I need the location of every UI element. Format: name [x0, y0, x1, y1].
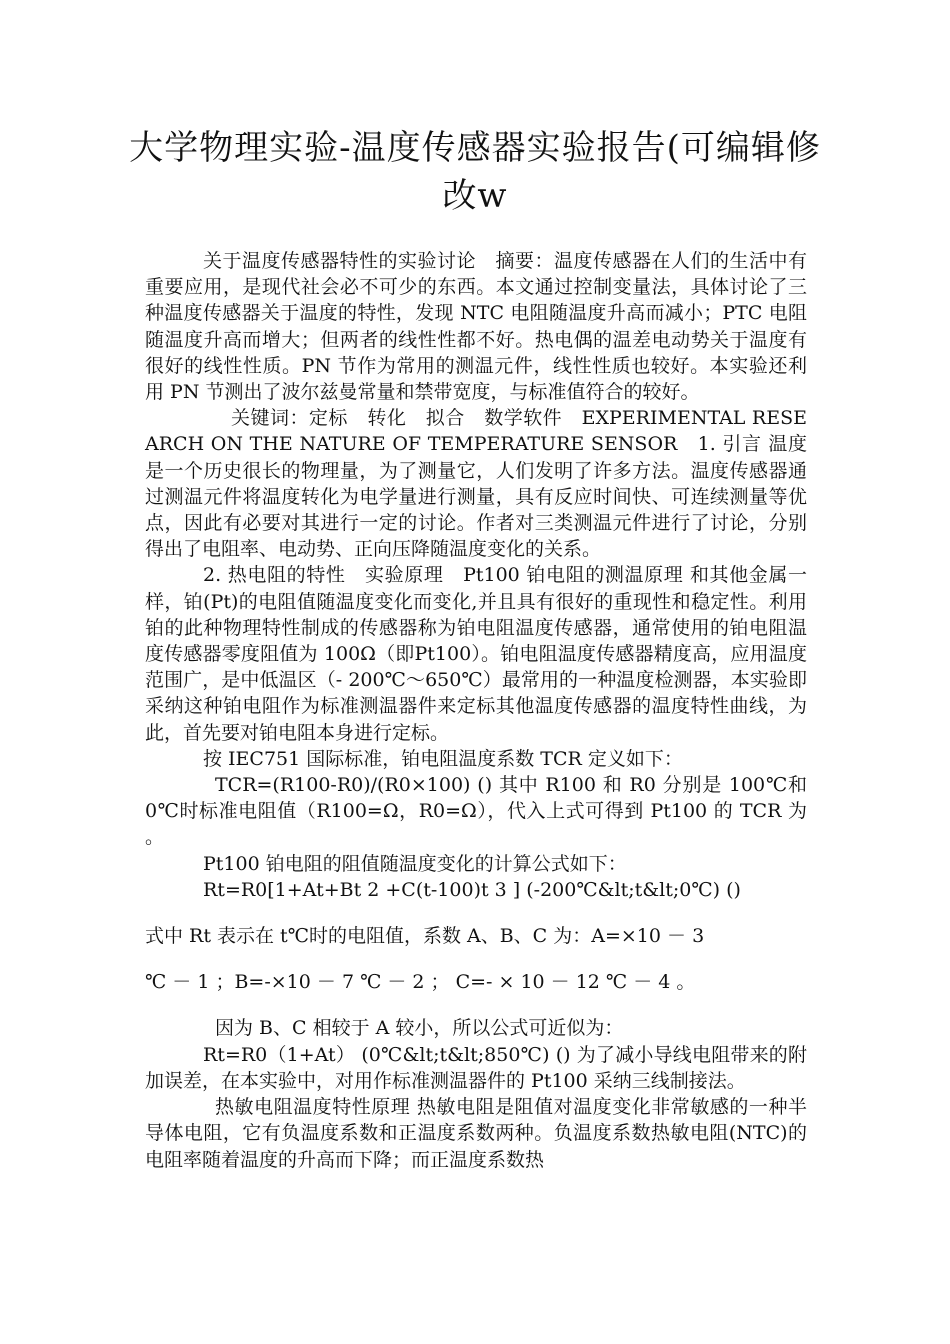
tcr-standard-paragraph: 按 IEC751 国际标准，铂电阻温度系数 TCR 定义如下： — [203, 747, 683, 770]
document-title: 大学物理实验-温度传感器实验报告(可编辑修改w — [129, 128, 821, 216]
coefficient-line-1: 式中 Rt 表示在 t℃时的电阻值，系数 A、B、C 为：A=×10 － 3 — [145, 925, 705, 948]
thermistor-paragraph: 热敏电阻温度特性原理 热敏电阻是阻值对温度变化非常敏感的一种半导体电阻，它有负温度系数和正温度系数两种。负温度系数热敏电阻(NTC)的电阻率随着温度的升高而下降；而正温度系数热 — [145, 1096, 807, 1171]
approx-formula-paragraph: Rt=R0（1+At） (0℃&lt;t&lt;850℃) () 为了减小导线电阻带来的附加误差，在本实验中，对用作标准测温器件的 Pt100 采纳三线制接法。 — [145, 1043, 807, 1092]
tcr-formula-paragraph: TCR=(R100-R0)/(R0×100) () 其中 R100 和 R0 分别是 100℃和 0℃时标准电阻值（R100=Ω，R0=Ω），代入上式可得到 Pt100 的 TCR 为 。 — [145, 774, 807, 849]
abstract-paragraph: 关于温度传感器特性的实验讨论 摘要：温度传感器在人们的生活中有重要应用，是现代社会必不可少的东西。本文通过控制变量法，具体讨论了三种温度传感器关于温度的特性，发现 NTC 电阻随温度升高而减小；PTC 电阻随温度升高而增大；但两者的线性性都不好。热电偶的温差电动势关于温度有很好的线性性质。PN 节作为常用的测温元件，线性性质也较好。本实验还利用 PN 节测出了波尔兹曼常量和禁带宽度，与标准值符合的较好。 — [145, 250, 807, 404]
coefficient-line-2: ℃ － 1 ；B=-×10 － 7 ℃ － 2 ； C=- × 10 － 12 ℃ － 4 。 — [145, 971, 696, 994]
pt100-formula: Rt=R0[1+At+Bt 2 +C(t-100)t 3 ] (-200℃&lt;t&lt;0℃) () — [203, 878, 741, 901]
keywords-intro-paragraph: 关键词：定标 转化 拟合 数学软件 EXPERIMENTAL RESEARCH ON THE NATURE OF TEMPERATURE SENSOR 1. 引言 温度是一个历史很长的物理量，为了测量它，人们发明了许多方法。温度传感器通过测温元件将温度转化为电学量进行测量，具有反应时间快、可连续测量等优点，因此有必要对其进行一定的讨论。作者对三类测温元件进行了讨论，分别得出了电阻率、电动势、正向压降随温度变化的关系。 — [145, 407, 807, 561]
document-body — [145, 248, 807, 1173]
thermal-resistor-paragraph: 2. 热电阻的特性 实验原理 Pt100 铂电阻的测温原理 和其他金属一样，铂(Pt)的电阻值随温度变化而变化,并且具有很好的重现性和稳定性。利用铂的此种物理特性制成的传感器称为铂电阻温度传感器，通常使用的铂电阻温度传感器零度阻值为 100Ω（即Pt100）。铂电阻温度传感器精度高，应用温度范围广，是中低温区（- 200℃～650℃）最常用的一种温度检测器，本实验即采纳这种铂电阻作为标准测温器件来定标其他温度传感器的温度特性曲线，为此，首先要对铂电阻本身进行定标。 — [145, 564, 807, 744]
approximation-paragraph: 因为 B、C 相较于 A 较小，所以公式可近似为： — [215, 1017, 624, 1040]
pt100-formula-intro: Pt100 铂电阻的阻值随温度变化的计算公式如下： — [203, 852, 627, 875]
